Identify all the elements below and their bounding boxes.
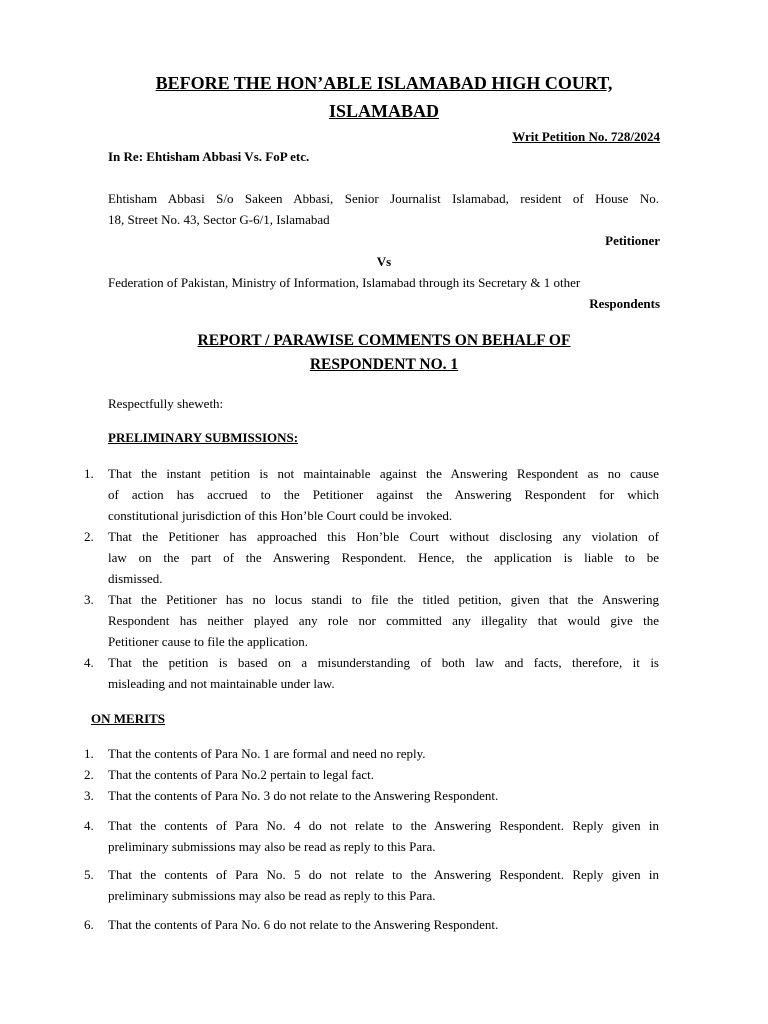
merits-item-1-line1: That the contents of Para No. 1 are formal and need no reply. (108, 746, 426, 761)
in-re-line: In Re: Ehtisham Abbasi Vs. FoP etc. (108, 149, 310, 164)
respondents-label: Respondents (589, 296, 660, 311)
merits-item-5-line1: That the contents of Para No. 5 do not relate to the Answering Respondent. Reply given in (108, 867, 659, 882)
merits-item-4-line2: preliminary submissions may also be read as reply to this Para. (108, 839, 436, 854)
merits-item-6-number: 6. (84, 917, 94, 932)
merits-item-3-line1: That the contents of Para No. 3 do not relate to the Answering Respondent. (108, 788, 499, 803)
merits-item-2-number: 2. (84, 767, 94, 782)
merits-item-3-number: 3. (84, 788, 94, 803)
respondent-details: Federation of Pakistan, Ministry of Information, Islamabad through its Secretary & 1 other (108, 275, 581, 290)
preliminary-item-4-line2: misleading and not maintainable under law. (108, 676, 335, 691)
salutation: Respectfully sheweth: (108, 396, 224, 411)
merits-item-4-number: 4. (84, 818, 94, 833)
preliminary-item-3-line2: Respondent has neither played any role nor committed any illegality that would give the (108, 613, 659, 628)
preliminary-item-1-line1: That the instant petition is not maintainable against the Answering Respondent as no cause (108, 466, 659, 481)
preliminary-item-3-line3: Petitioner cause to file the application. (108, 634, 308, 649)
preliminary-item-1-line3: constitutional jurisdiction of this Hon’ble Court could be invoked. (108, 508, 453, 523)
report-title-line1: REPORT / PARAWISE COMMENTS ON BEHALF OF (197, 332, 571, 349)
report-title-line2: RESPONDENT NO. 1 (309, 356, 459, 373)
preliminary-item-2-line2: law on the part of the Answering Respondent. Hence, the application is liable to be (108, 550, 659, 565)
preliminary-item-2-number: 2. (84, 529, 94, 544)
preliminary-item-3-number: 3. (84, 592, 94, 607)
merits-item-5-line2: preliminary submissions may also be read as reply to this Para. (108, 888, 436, 903)
merits-heading: ON MERITS (91, 711, 166, 726)
merits-item-2-line1: That the contents of Para No.2 pertain to legal fact. (108, 767, 375, 782)
preliminary-item-4-line1: That the petition is based on a misunderstanding of both law and facts, therefore, it is (108, 655, 659, 670)
petitioner-details-line1: Ehtisham Abbasi S/o Sakeen Abbasi, Senior Journalist Islamabad, resident of House No. (108, 191, 659, 206)
court-heading-line1: BEFORE THE HON’ABLE ISLAMABAD HIGH COURT, (155, 73, 613, 93)
preliminary-item-3-line1: That the Petitioner has no locus standi to file the titled petition, given that the Answering (108, 592, 659, 607)
petitioner-details-line2: 18, Street No. 43, Sector G-6/1, Islamabad (108, 212, 330, 227)
merits-item-4-line1: That the contents of Para No. 4 do not relate to the Answering Respondent. Reply given in (108, 818, 659, 833)
writ-petition-number: Writ Petition No. 728/2024 (512, 129, 660, 144)
preliminary-item-4-number: 4. (84, 655, 94, 670)
court-heading-line2: ISLAMABAD (328, 101, 439, 121)
versus-label: Vs (376, 254, 392, 269)
preliminary-item-1-number: 1. (84, 466, 94, 481)
preliminary-item-2-line3: dismissed. (108, 571, 163, 586)
merits-item-5-number: 5. (84, 867, 94, 882)
merits-item-1-number: 1. (84, 746, 94, 761)
petitioner-label: Petitioner (605, 233, 660, 248)
preliminary-item-1-line2: of action has accrued to the Petitioner against the Answering Respondent for which (108, 487, 659, 502)
merits-item-6-line1: That the contents of Para No. 6 do not relate to the Answering Respondent. (108, 917, 499, 932)
preliminary-heading: PRELIMINARY SUBMISSIONS: (108, 430, 299, 445)
preliminary-item-2-line1: That the Petitioner has approached this Hon’ble Court without disclosing any violation of (108, 529, 659, 544)
